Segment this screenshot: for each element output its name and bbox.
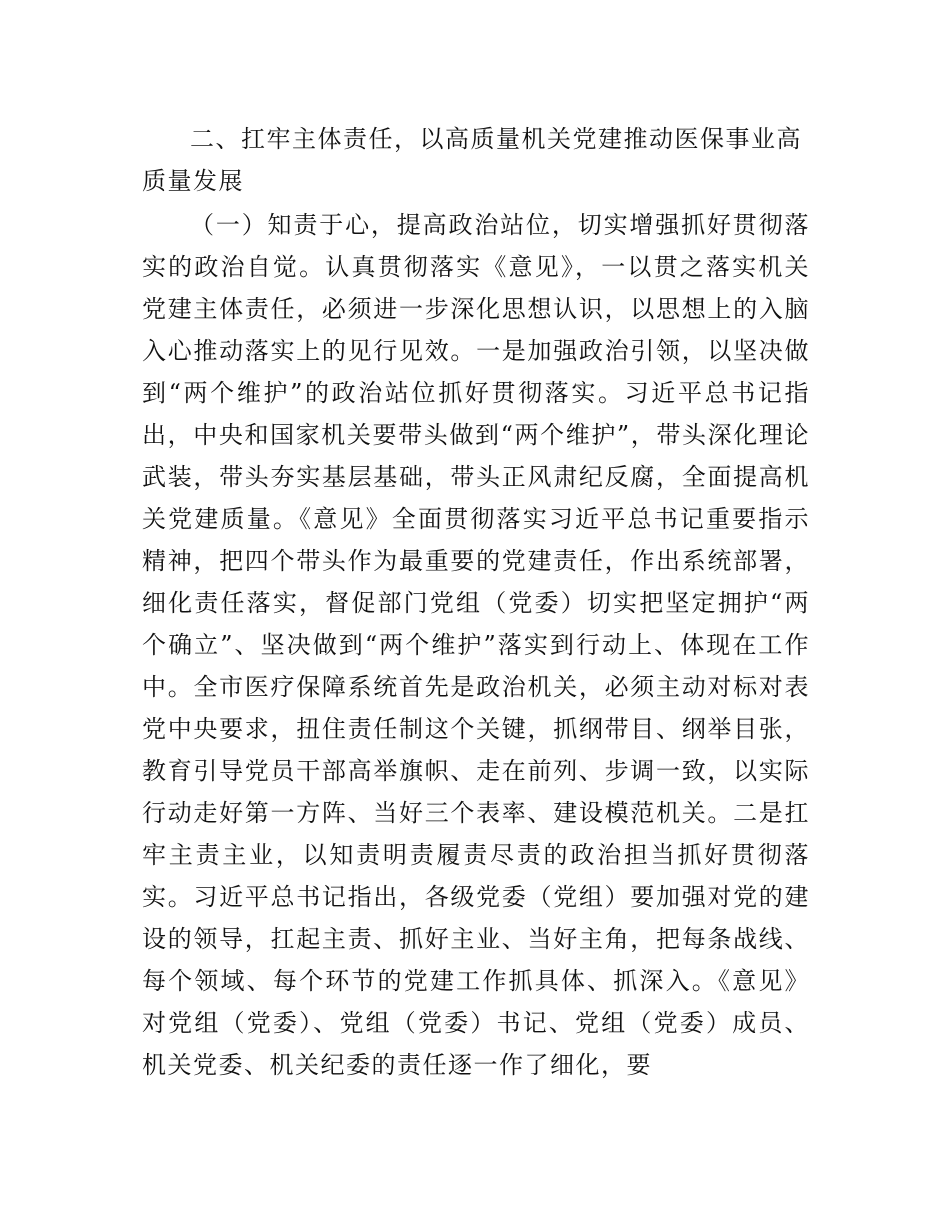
body-paragraph: （一）知责于心，提高政治站位，切实增强抓好贯彻落实的政治自觉。认真贯彻落实《意见》，一以贯之落实机关党建主体责任，必须进一步深化思想认识，以思想上的入脑入心推动落实上的见行见效。一是加强政治引领，以坚决做到“两个维护”的政治站位抓好贯彻落实。习近平总书记指出，中央和国家机关要带头做到“两个维护”，带头深化理论武装，带头夯实基层基础，带头正风肃纪反腐，全面提高机关党建质量。《意见》全面贯彻落实习近平总书记重要指示精神，把四个带头作为最重要的党建责任，作出系统部署，细化责任落实，督促部门党组（党委）切实把坚定拥护“两个确立”、坚决做到“两个维护”落实到行动上、体现在工作中。全市医疗保障系统首先是政治机关，必须主动对标对表党中央要求，扭住责任制这个关键，抓纲带目、纲举目张，教育引导党员干部高举旗帜、走在前列、步调一致，以实际行动走好第一方阵、当好三个表率、建设模范机关。二是扛牢主责主业，以知责明责履责尽责的政治担当抓好贯彻落实。习近平总书记指出，各级党委（党组）要加强对党的建设的领导，扛起主责、抓好主业、当好主角，把每条战线、每个领域、每个环节的党建工作抓具体、抓深入。《意见》对党组（党委）、党组（党委）书记、党组（党委）成员、机关党委、机关纪委的责任逐一作了细化，要 (142, 211, 810, 1079)
document-body (142, 118, 810, 1086)
section-heading: 二、扛牢主体责任，以高质量机关党建推动医保事业高质量发展 (142, 125, 802, 195)
